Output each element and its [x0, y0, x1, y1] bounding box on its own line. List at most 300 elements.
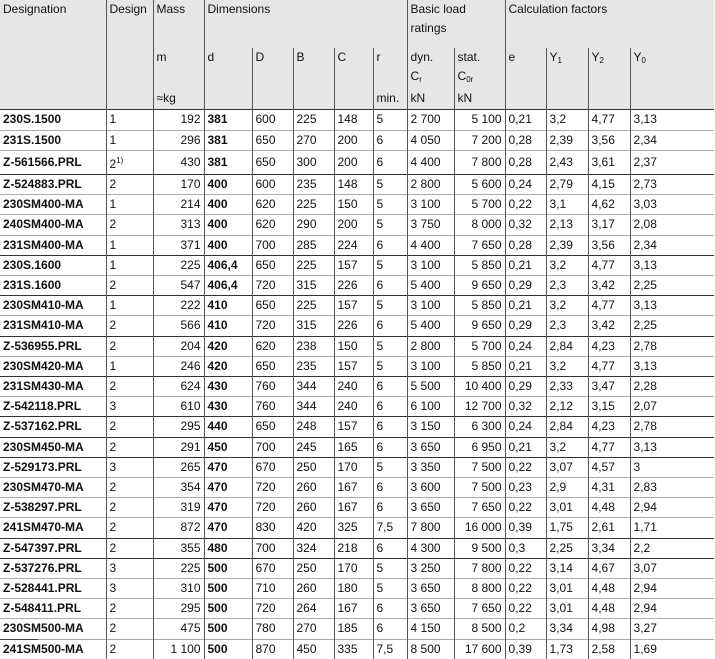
cell-y0: 3,13: [630, 296, 714, 316]
cell-y0: 3,13: [630, 110, 714, 130]
cell-D: 650: [252, 150, 293, 174]
header-m: m: [153, 48, 204, 89]
cell-C: 200: [334, 130, 373, 150]
header-blank: [0, 89, 106, 110]
cell-design: 1: [106, 195, 153, 215]
cell-D: 620: [252, 336, 293, 356]
cell-stat: 8 000: [454, 215, 505, 235]
cell-dyn: 3 600: [407, 478, 454, 498]
cell-design: 1: [106, 235, 153, 255]
cell-y1: 2,25: [546, 538, 588, 558]
cell-d: 500: [204, 558, 252, 578]
cell-d: 420: [204, 336, 252, 356]
cell-r: 5: [373, 336, 407, 356]
cell-D: 650: [252, 356, 293, 376]
cell-D: 720: [252, 599, 293, 619]
cell-stat: 5 700: [454, 195, 505, 215]
cell-design: 1: [106, 110, 153, 130]
cell-mass: 547: [153, 276, 204, 296]
cell-mass: 1 100: [153, 639, 204, 659]
cell-y0: 2,34: [630, 235, 714, 255]
cell-designation: 231SM410-MA: [0, 316, 106, 336]
cell-dyn: 4 400: [407, 150, 454, 174]
cell-r: 5: [373, 296, 407, 316]
cell-C: 335: [334, 639, 373, 659]
cell-design: 1: [106, 255, 153, 275]
cell-mass: 192: [153, 110, 204, 130]
cell-y0: 2,25: [630, 276, 714, 296]
cell-r: 5: [373, 255, 407, 275]
cell-stat: 7 650: [454, 235, 505, 255]
cell-y1: 2,39: [546, 235, 588, 255]
cell-D: 720: [252, 478, 293, 498]
cell-B: 270: [293, 619, 334, 639]
cell-dyn: 5 500: [407, 377, 454, 397]
cell-design: 2: [106, 417, 153, 437]
cell-stat: 8 800: [454, 579, 505, 599]
cell-designation: Z-548411.PRL: [0, 599, 106, 619]
header-calculation-factors: Calculation factors: [505, 0, 714, 48]
cell-design: 2: [106, 276, 153, 296]
table-row: [0, 276, 714, 296]
cell-y1: 3,2: [546, 437, 588, 457]
cell-d: 406,4: [204, 276, 252, 296]
cell-d: 420: [204, 356, 252, 376]
cell-y1: 2,3: [546, 276, 588, 296]
cell-B: 235: [293, 356, 334, 376]
cell-mass: 265: [153, 457, 204, 477]
cell-designation: Z-537276.PRL: [0, 558, 106, 578]
cell-D: 760: [252, 397, 293, 417]
cell-dyn: 3 100: [407, 255, 454, 275]
cell-y2: 3,42: [588, 276, 630, 296]
cell-y1: 3,2: [546, 296, 588, 316]
cell-y1: 3,1: [546, 195, 588, 215]
cell-y2: 4,77: [588, 255, 630, 275]
cell-e: 0,28: [505, 235, 546, 255]
cell-dyn: 3 150: [407, 417, 454, 437]
cell-r: 6: [373, 276, 407, 296]
cell-mass: 222: [153, 296, 204, 316]
cell-y0: 2,2: [630, 538, 714, 558]
cell-e: 0,21: [505, 110, 546, 130]
cell-mass: 624: [153, 377, 204, 397]
cell-y2: 4,77: [588, 110, 630, 130]
cell-designation: 230SM500-MA: [0, 619, 106, 639]
cell-y0: 2,94: [630, 579, 714, 599]
cell-mass: 225: [153, 558, 204, 578]
cell-d: 400: [204, 235, 252, 255]
cell-C: 226: [334, 316, 373, 336]
cell-design: 1: [106, 130, 153, 150]
cell-y0: 2,78: [630, 417, 714, 437]
cell-stat: 7 800: [454, 150, 505, 174]
cell-stat: 5 600: [454, 175, 505, 195]
cell-dyn: 3 100: [407, 296, 454, 316]
cell-design: 2: [106, 518, 153, 538]
cell-d: 470: [204, 457, 252, 477]
cell-C: 167: [334, 478, 373, 498]
cell-B: 238: [293, 336, 334, 356]
cell-designation: Z-529173.PRL: [0, 457, 106, 477]
cell-designation: 230S.1600: [0, 255, 106, 275]
cell-design: 3: [106, 397, 153, 417]
header-B: B: [293, 48, 334, 89]
header-blank: [505, 89, 546, 110]
cell-design: 2: [106, 478, 153, 498]
cell-y1: 3,01: [546, 579, 588, 599]
cell-design: 3: [106, 457, 153, 477]
cell-e: 0,22: [505, 558, 546, 578]
table-row: [0, 195, 714, 215]
cell-y1: 3,34: [546, 619, 588, 639]
table-row: [0, 175, 714, 195]
cell-y0: 2,25: [630, 316, 714, 336]
header-y2: $Y_2$: [588, 48, 630, 89]
cell-mass: 355: [153, 538, 204, 558]
cell-d: 440: [204, 417, 252, 437]
cell-dyn: 2 800: [407, 336, 454, 356]
header-blank: [106, 89, 153, 110]
cell-y0: 3,03: [630, 195, 714, 215]
cell-C: 200: [334, 150, 373, 174]
header-dyn: dyn. $C_r$: [407, 48, 454, 89]
cell-y1: 3,14: [546, 558, 588, 578]
cell-designation: 230SM470-MA: [0, 478, 106, 498]
table-row: [0, 558, 714, 578]
cell-y1: 2,43: [546, 150, 588, 174]
cell-D: 710: [252, 579, 293, 599]
cell-D: 600: [252, 110, 293, 130]
cell-design: 1: [106, 356, 153, 376]
header-row-3: [0, 89, 714, 110]
cell-d: 470: [204, 498, 252, 518]
cell-C: 218: [334, 538, 373, 558]
cell-dyn: 5 400: [407, 276, 454, 296]
cell-D: 620: [252, 195, 293, 215]
cell-designation: 231S.1600: [0, 276, 106, 296]
cell-e: 0,23: [505, 478, 546, 498]
cell-designation: 230SM420-MA: [0, 356, 106, 376]
header-blank: [204, 89, 252, 110]
cell-y0: 3,27: [630, 619, 714, 639]
cell-e: 0,21: [505, 255, 546, 275]
header-C: C: [334, 48, 373, 89]
header-r-min: min.: [373, 89, 407, 110]
header-r: r: [373, 48, 407, 89]
cell-mass: 313: [153, 215, 204, 235]
cell-mass: 170: [153, 175, 204, 195]
cell-y2: 4,15: [588, 175, 630, 195]
cell-r: 6: [373, 377, 407, 397]
cell-C: 165: [334, 437, 373, 457]
cell-r: 5: [373, 215, 407, 235]
cell-r: 6: [373, 235, 407, 255]
header-mass: Mass: [153, 0, 204, 48]
table-row: [0, 619, 714, 639]
cell-design: 2$^{1)}$: [106, 150, 153, 174]
cell-mass: 354: [153, 478, 204, 498]
header-blank: [588, 89, 630, 110]
table-row: [0, 377, 714, 397]
cell-dyn: 4 300: [407, 538, 454, 558]
cell-mass: 291: [153, 437, 204, 457]
cell-design: 2: [106, 316, 153, 336]
cell-y0: 2,07: [630, 397, 714, 417]
cell-designation: Z-537162.PRL: [0, 417, 106, 437]
cell-d: 470: [204, 478, 252, 498]
cell-r: 6: [373, 150, 407, 174]
cell-D: 650: [252, 130, 293, 150]
cell-y1: 2,33: [546, 377, 588, 397]
cell-D: 620: [252, 215, 293, 235]
cell-d: 430: [204, 397, 252, 417]
header-row-2: [0, 48, 714, 89]
header-dimensions: Dimensions: [204, 0, 407, 48]
table-row: [0, 538, 714, 558]
header-blank: [546, 89, 588, 110]
cell-dyn: 3 100: [407, 356, 454, 376]
cell-B: 264: [293, 599, 334, 619]
cell-C: 150: [334, 336, 373, 356]
cell-y2: 4,77: [588, 356, 630, 376]
cell-mass: 310: [153, 579, 204, 599]
cell-d: 406,4: [204, 255, 252, 275]
cell-D: 780: [252, 619, 293, 639]
cell-y2: 4,57: [588, 457, 630, 477]
cell-y1: 2,79: [546, 175, 588, 195]
cell-e: 0,2: [505, 619, 546, 639]
cell-mass: 566: [153, 316, 204, 336]
cell-y1: 2,13: [546, 215, 588, 235]
cell-y1: 2,9: [546, 478, 588, 498]
cell-y2: 3,47: [588, 377, 630, 397]
header-kn-dyn: kN: [407, 89, 454, 110]
cell-y1: 1,75: [546, 518, 588, 538]
cell-dyn: 4 050: [407, 130, 454, 150]
cell-stat: 5 100: [454, 110, 505, 130]
cell-y2: 4,23: [588, 417, 630, 437]
cell-y2: 2,61: [588, 518, 630, 538]
cell-y2: 3,17: [588, 215, 630, 235]
cell-y2: 3,56: [588, 130, 630, 150]
cell-B: 225: [293, 110, 334, 130]
cell-mass: 371: [153, 235, 204, 255]
cell-dyn: 7 800: [407, 518, 454, 538]
cell-y0: 2,94: [630, 498, 714, 518]
header-basic-load-ratings: Basic load ratings: [407, 0, 505, 48]
cell-y2: 3,42: [588, 316, 630, 336]
cell-design: 2: [106, 538, 153, 558]
cell-e: 0,29: [505, 316, 546, 336]
cell-D: 670: [252, 457, 293, 477]
cell-r: 7,5: [373, 639, 407, 659]
cell-B: 260: [293, 478, 334, 498]
cell-e: 0,29: [505, 276, 546, 296]
cell-C: 240: [334, 397, 373, 417]
table-row: [0, 130, 714, 150]
cell-designation: Z-528441.PRL: [0, 579, 106, 599]
cell-mass: 225: [153, 255, 204, 275]
header-kn-stat: kN: [454, 89, 505, 110]
cell-y0: 2,08: [630, 215, 714, 235]
cell-C: 148: [334, 175, 373, 195]
cell-design: 2: [106, 175, 153, 195]
cell-y2: 4,48: [588, 579, 630, 599]
table-row: [0, 417, 714, 437]
cell-designation: 230SM410-MA: [0, 296, 106, 316]
cell-C: 150: [334, 195, 373, 215]
cell-d: 450: [204, 437, 252, 457]
cell-D: 760: [252, 377, 293, 397]
cell-design: 2: [106, 599, 153, 619]
table-row: [0, 478, 714, 498]
cell-design: 3: [106, 558, 153, 578]
cell-y2: 4,98: [588, 619, 630, 639]
cell-stat: 5 700: [454, 336, 505, 356]
cell-y0: 3,13: [630, 356, 714, 376]
table-row: [0, 296, 714, 316]
cell-y0: 3: [630, 457, 714, 477]
cell-y0: 3,07: [630, 558, 714, 578]
table-row: [0, 110, 714, 130]
cell-y1: 2,3: [546, 316, 588, 336]
cell-designation: Z-547397.PRL: [0, 538, 106, 558]
cell-design: 2: [106, 437, 153, 457]
cell-y2: 4,67: [588, 558, 630, 578]
cell-C: 180: [334, 579, 373, 599]
cell-D: 600: [252, 175, 293, 195]
cell-d: 400: [204, 195, 252, 215]
cell-dyn: 8 500: [407, 639, 454, 659]
cell-mass: 296: [153, 130, 204, 150]
cell-C: 167: [334, 599, 373, 619]
cell-B: 225: [293, 195, 334, 215]
cell-y1: 3,01: [546, 498, 588, 518]
cell-designation: 231S.1500: [0, 130, 106, 150]
cell-C: 224: [334, 235, 373, 255]
cell-D: 700: [252, 437, 293, 457]
cell-y0: 3,13: [630, 255, 714, 275]
cell-d: 410: [204, 316, 252, 336]
cell-e: 0,32: [505, 215, 546, 235]
table-row: [0, 397, 714, 417]
table-row: [0, 437, 714, 457]
cell-D: 830: [252, 518, 293, 538]
cell-mass: 295: [153, 599, 204, 619]
cell-r: 6: [373, 417, 407, 437]
cell-stat: 7 650: [454, 498, 505, 518]
cell-mass: 295: [153, 417, 204, 437]
cell-e: 0,29: [505, 377, 546, 397]
header-blank: [334, 89, 373, 110]
cell-D: 870: [252, 639, 293, 659]
cell-stat: 17 600: [454, 639, 505, 659]
cell-y1: 2,12: [546, 397, 588, 417]
table-row: [0, 235, 714, 255]
cell-y2: 3,15: [588, 397, 630, 417]
cell-y1: 1,73: [546, 639, 588, 659]
cell-y1: 3,01: [546, 599, 588, 619]
cell-e: 0,21: [505, 437, 546, 457]
cell-C: 170: [334, 457, 373, 477]
header-blank: [0, 48, 106, 89]
cell-y1: 3,2: [546, 255, 588, 275]
table-row: [0, 457, 714, 477]
cell-r: 5: [373, 356, 407, 376]
cell-e: 0,24: [505, 175, 546, 195]
cell-B: 290: [293, 215, 334, 235]
header-e: e: [505, 48, 546, 89]
cell-B: 344: [293, 397, 334, 417]
cell-d: 500: [204, 619, 252, 639]
table-row: [0, 316, 714, 336]
cell-D: 720: [252, 316, 293, 336]
cell-stat: 7 650: [454, 599, 505, 619]
cell-y1: 3,2: [546, 356, 588, 376]
cell-y0: 3,13: [630, 437, 714, 457]
cell-dyn: 3 650: [407, 437, 454, 457]
cell-dyn: 4 400: [407, 235, 454, 255]
cell-C: 167: [334, 498, 373, 518]
cell-design: 3: [106, 579, 153, 599]
cell-y2: 4,62: [588, 195, 630, 215]
cell-d: 500: [204, 599, 252, 619]
cell-design: 2: [106, 215, 153, 235]
cell-B: 260: [293, 498, 334, 518]
cell-y0: 2,37: [630, 150, 714, 174]
cell-y2: 3,34: [588, 538, 630, 558]
cell-dyn: 3 650: [407, 498, 454, 518]
cell-y2: 4,77: [588, 296, 630, 316]
cell-e: 0,21: [505, 356, 546, 376]
cell-r: 6: [373, 538, 407, 558]
cell-mass: 610: [153, 397, 204, 417]
table-row: [0, 518, 714, 538]
cell-d: 430: [204, 377, 252, 397]
header-blank: [293, 89, 334, 110]
cell-B: 300: [293, 150, 334, 174]
cell-r: 5: [373, 195, 407, 215]
table-row: [0, 336, 714, 356]
cell-D: 650: [252, 255, 293, 275]
cell-y1: 3,2: [546, 110, 588, 130]
cell-y0: 2,94: [630, 599, 714, 619]
cell-stat: 8 500: [454, 619, 505, 639]
cell-B: 225: [293, 255, 334, 275]
cell-d: 381: [204, 130, 252, 150]
cell-stat: 5 850: [454, 356, 505, 376]
cell-y2: 3,61: [588, 150, 630, 174]
cell-stat: 6 300: [454, 417, 505, 437]
cell-B: 420: [293, 518, 334, 538]
cell-stat: 7 200: [454, 130, 505, 150]
cell-designation: 241SM470-MA: [0, 518, 106, 538]
cell-stat: 7 500: [454, 457, 505, 477]
cell-C: 325: [334, 518, 373, 538]
cell-D: 650: [252, 417, 293, 437]
cell-e: 0,28: [505, 130, 546, 150]
cell-d: 500: [204, 579, 252, 599]
cell-dyn: 3 650: [407, 579, 454, 599]
cell-C: 170: [334, 558, 373, 578]
cell-r: 5: [373, 110, 407, 130]
cell-e: 0,22: [505, 457, 546, 477]
cell-dyn: 3 100: [407, 195, 454, 215]
table-row: [0, 150, 714, 174]
header-design: Design: [106, 0, 153, 48]
cell-r: 5: [373, 175, 407, 195]
